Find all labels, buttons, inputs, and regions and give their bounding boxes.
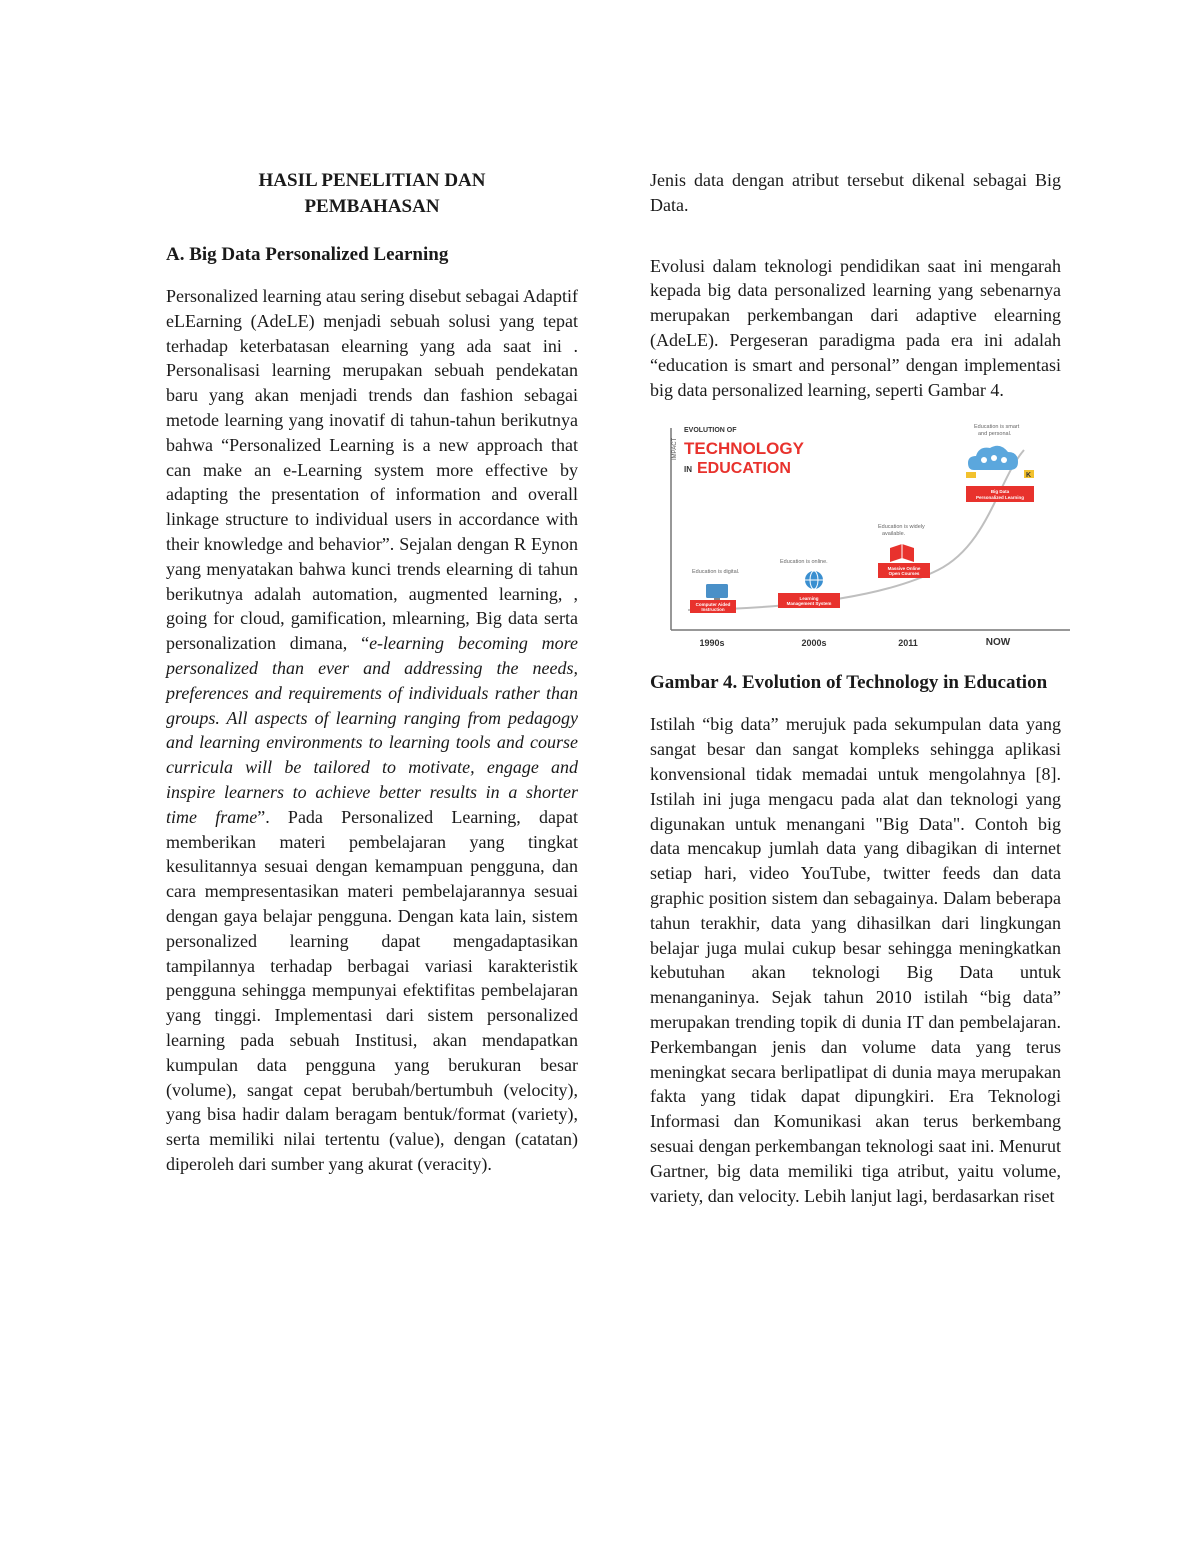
left-column xyxy=(166,168,578,1177)
x-label-1990s: 1990s xyxy=(699,638,725,649)
stage-3-note-1: Education is widely xyxy=(878,524,925,531)
left-paragraph xyxy=(166,284,578,1177)
left-paragraph-part-a: Personalized learning atau sering disebut sebagai Adaptif eLEarning (AdeLE) menjadi sebuah solusi yang tepat terhadap keterbatasan elearning yang ada saat ini . Personalisasi learning merupakan sebuah pendekatan baru yang akan menjadi trends dan fashion sebagai metode learning yang inovatif di tahun-tahun berikutnya bahwa “Personalized Learning is a new approach that can make an e-Learning system more effective by adapting the presentation of information and overall linkage structure to individual users in accordance with their knowledge and behavior”. Sejalan dengan R Eynon yang menyatakan bahwa kunci trends elearning di tahun berikutnya adalah automation, augmented learning, , going for cloud, gamification, mlearning, Big data serta personalization dimana, “ xyxy=(166,286,578,654)
stage-1-label-1: Computer Aided xyxy=(695,602,731,608)
stage-3-label-1: Massive Online xyxy=(887,566,921,572)
figure-title-in: IN xyxy=(684,465,692,475)
figure-title-line-2: EDUCATION xyxy=(697,460,791,478)
globe-icon xyxy=(805,571,823,589)
title-line-2: PEMBAHASAN xyxy=(304,196,440,217)
figure-small-title: EVOLUTION OF xyxy=(684,427,737,435)
left-paragraph-part-b: ”. Pada Personalized Learning, dapat memberikan materi pembelajaran yang tingkat kesulitannya sesuai dengan kemampuan pengguna, dan cara mempresentasikan materi pembelajarannya sesuai dengan gaya belajar pengguna. Dengan kata lain, sistem personalized learning dapat mengadaptasikan tampilannya terhadap berbagai variasi karakteristik pengguna sehingga mempunyai efektifitas pembelajaran yang tinggi. Implementasi dari sistem personalized learning pada sebuah Institusi, akan mendapatkan kumpulan data pengguna yang berukuran besar (volume), sangat cepat berubah/bertumbuh (velocity), yang bisa hadir dalam beragam bentuk/format (variety), serta memiliki nilai tertentu (value), dengan (catatan) diperoleh dari sumber yang akurat (veracity). xyxy=(166,806,579,1174)
stage-2-note: Education is online. xyxy=(780,559,828,566)
open-book-icon xyxy=(890,544,914,562)
figure-evolution-technology xyxy=(668,420,1072,652)
svg-text:K: K xyxy=(1026,472,1032,480)
stage-1-label-2: Instruction xyxy=(701,607,725,613)
page-title xyxy=(166,168,578,220)
right-paragraph-1: Evolusi dalam teknologi pendidikan saat ini mengarah kepada big data personalized learning yang sebenarnya merupakan perkembangan dari adaptive elearning (AdeLE). Pergeseran paradigma pada era ini adalah “education is smart and personal” dengan implementasi big data personalized learning, seperti Gambar 4. xyxy=(650,255,1061,400)
right-column xyxy=(650,168,1061,1208)
stage-4-label-1: Big Data xyxy=(990,489,1010,495)
stage-3-note-2: available. xyxy=(882,531,906,538)
stage-2-label-1: Learning xyxy=(799,596,819,602)
x-label-2000s: 2000s xyxy=(801,638,827,649)
stage-4-note-2: and personal. xyxy=(978,431,1012,438)
y-axis-label: IMPACT xyxy=(672,438,678,461)
stage-1-note: Education is digital. xyxy=(692,569,740,576)
section-heading: A. Big Data Personalized Learning xyxy=(166,244,449,265)
stage-4-label-2: Personalized Learning xyxy=(975,495,1025,501)
x-label-2011: 2011 xyxy=(898,638,918,649)
stage-4-note-1: Education is smart xyxy=(974,424,1020,431)
left-paragraph-quote: e-learning becoming more personalized than ever and addressing the needs, preferences and requirements of individuals rather than groups. All aspects of learning ranging from pedagogy and learning environments to learning tools and course curricula will be tailored to motivate, engage and inspire learners to achieve better results in a shorter time frame xyxy=(166,633,578,827)
stage-2-label-2: Management System xyxy=(786,601,832,607)
right-paragraph-2: Istilah “big data” merujuk pada sekumpulan data yang sangat besar dan sangat kompleks sehingga aplikasi konvensional tidak memadai untuk mengolahnya [8]. Istilah ini juga mengacu pada alat dan teknologi yang digunakan untuk menangani "Big Data". Contoh big data mencakup jumlah data yang dibagikan di internet setiap hari, video YouTube, twitter feeds dan data graphic position sistem dan sebagainya. Dalam beberapa tahun terakhir, data yang dihasilkan dari lingkungan belajar juga mulai cukup besar sehingga meningkatkan kebutuhan akan teknologi Big Data untuk menanganinya. Sejak tahun 2010 istilah “big data” merupakan trending topik di dunia IT dan pembelajaran. Perkembangan jenis dan volume data yang terus meningkat secara berlipatlipat di dunia maya merupakan fakta yang tidak dapat dipungkiri. Era Teknologi Informasi dan Komunikasi akan terus berkembang sesuai dengan perkembangan teknologi saat ini. Menurut Gartner, big data memiliki tiga atribut, yaitu volume, variety, dan velocity. Lebih lanjut lagi, berdasarkan riset xyxy=(650,714,1061,1206)
stage-3-label-2: Open Courses xyxy=(888,571,920,577)
right-paragraph-0: Jenis data dengan atribut tersebut dikenal sebagai Big Data. xyxy=(650,170,1061,215)
figure-title-line-1: TECHNOLOGY xyxy=(684,439,804,459)
figure-caption: Gambar 4. Evolution of Technology in Education xyxy=(650,672,1048,694)
title-line-1: HASIL PENELITIAN DAN xyxy=(258,170,486,191)
x-label-now: NOW xyxy=(985,637,1011,649)
monitor-icon xyxy=(706,584,728,601)
